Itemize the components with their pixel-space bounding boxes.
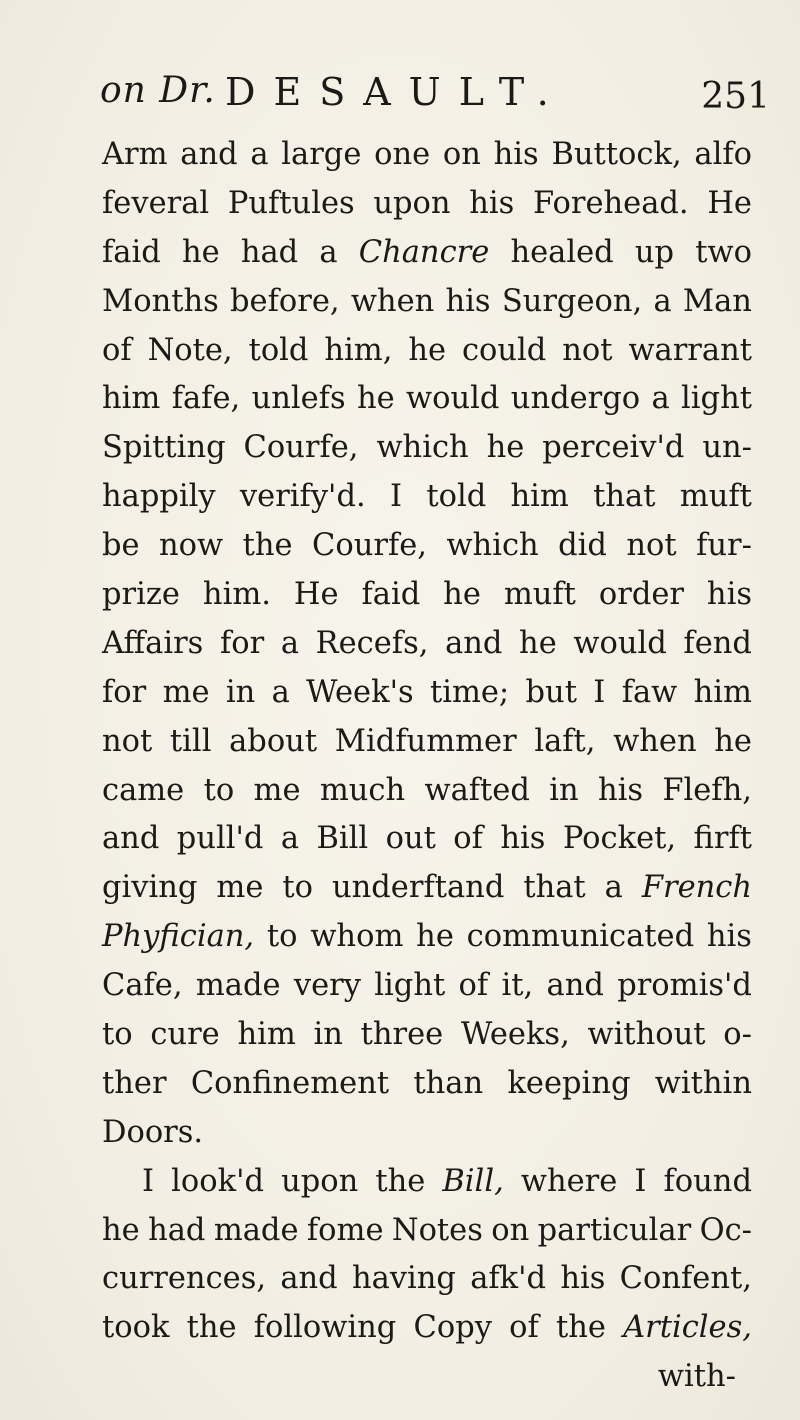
word: ther bbox=[102, 1065, 167, 1101]
word: a bbox=[604, 870, 623, 906]
text-line bbox=[102, 864, 752, 913]
word: his bbox=[500, 821, 546, 857]
word: and bbox=[280, 1261, 338, 1297]
text-line bbox=[102, 473, 752, 522]
header-title: DESAULT. bbox=[225, 70, 567, 114]
word: Doors. bbox=[102, 1114, 204, 1150]
word: told bbox=[248, 332, 309, 368]
text-line bbox=[102, 180, 752, 229]
word: he bbox=[416, 919, 454, 955]
word: Surgeon, bbox=[501, 283, 643, 319]
word: had bbox=[240, 234, 299, 270]
text-line bbox=[102, 669, 752, 718]
word: fafe, bbox=[171, 381, 241, 417]
word: his bbox=[706, 919, 752, 955]
text-line bbox=[102, 1353, 752, 1402]
text-line bbox=[102, 1255, 752, 1304]
word: and bbox=[102, 821, 160, 857]
word: me bbox=[253, 772, 301, 808]
word: he bbox=[519, 625, 557, 661]
word: found bbox=[663, 1163, 752, 1199]
word: fome bbox=[306, 1212, 384, 1248]
word: giving bbox=[102, 870, 198, 906]
word: a bbox=[280, 821, 300, 857]
word: the bbox=[555, 1310, 606, 1346]
word: Cafe, bbox=[102, 968, 183, 1004]
word: before, bbox=[230, 283, 340, 319]
body-text bbox=[102, 131, 752, 1402]
word: to bbox=[102, 1017, 133, 1053]
word: muft bbox=[679, 479, 752, 515]
word: the bbox=[186, 1310, 237, 1346]
word: Months bbox=[102, 283, 219, 319]
word: when bbox=[350, 283, 435, 319]
word: unlefs bbox=[251, 381, 346, 417]
word: Notes bbox=[391, 1212, 483, 1248]
word: of bbox=[102, 332, 132, 368]
text-line bbox=[102, 962, 752, 1011]
word: his bbox=[597, 772, 644, 808]
word: Forehead. bbox=[533, 185, 689, 221]
text-line bbox=[102, 1158, 752, 1207]
word: his bbox=[560, 1261, 606, 1297]
word: light bbox=[681, 381, 752, 417]
word: French bbox=[641, 870, 752, 906]
word: I bbox=[634, 1163, 647, 1199]
word: his bbox=[706, 577, 752, 613]
word: that bbox=[523, 870, 586, 906]
text-line bbox=[102, 522, 752, 571]
word: a bbox=[653, 283, 672, 319]
word: not bbox=[562, 332, 613, 368]
word: He bbox=[707, 185, 752, 221]
word: Articles, bbox=[623, 1310, 752, 1346]
word: up bbox=[634, 234, 675, 270]
text-line bbox=[102, 571, 752, 620]
word: which bbox=[446, 528, 539, 564]
word: to bbox=[282, 870, 314, 906]
word: and bbox=[546, 968, 604, 1004]
word: fend bbox=[683, 625, 752, 661]
word: wafted bbox=[424, 772, 530, 808]
word: light bbox=[374, 968, 446, 1004]
word: Week's bbox=[306, 674, 414, 710]
word: un- bbox=[702, 430, 752, 466]
word: that bbox=[593, 479, 656, 515]
word: him, bbox=[324, 332, 393, 368]
word: undergo bbox=[510, 381, 641, 417]
word: when bbox=[613, 723, 697, 759]
word: of bbox=[453, 821, 483, 857]
word: made bbox=[213, 1212, 299, 1248]
text-line bbox=[102, 229, 752, 278]
word: Pocket, bbox=[562, 821, 677, 857]
word: alfo bbox=[694, 137, 752, 172]
word: the bbox=[242, 528, 293, 564]
word: laft, bbox=[534, 723, 596, 759]
word: Note, bbox=[147, 332, 233, 368]
word: particular bbox=[537, 1212, 692, 1248]
word: Affairs bbox=[102, 625, 204, 661]
word: Midfummer bbox=[334, 723, 517, 759]
text-line bbox=[102, 913, 752, 962]
text-line bbox=[102, 1060, 752, 1109]
word: o- bbox=[723, 1017, 752, 1053]
word: warrant bbox=[628, 332, 752, 368]
word: his bbox=[469, 185, 515, 221]
word: prize bbox=[102, 577, 180, 613]
text-line bbox=[102, 718, 752, 767]
word: now bbox=[159, 528, 224, 564]
word: within bbox=[654, 1065, 752, 1101]
word: he bbox=[408, 332, 447, 368]
word: on bbox=[491, 1212, 530, 1248]
word: cure bbox=[150, 1017, 220, 1053]
word: would bbox=[406, 381, 500, 417]
word: verify'd. bbox=[239, 479, 366, 515]
word: underftand bbox=[332, 870, 505, 906]
word: and bbox=[445, 625, 503, 661]
text-line bbox=[102, 767, 752, 816]
page-number: 251 bbox=[701, 76, 770, 117]
word: Spitting bbox=[102, 430, 226, 466]
word: upon bbox=[373, 185, 451, 221]
word: than bbox=[413, 1065, 484, 1101]
word: a bbox=[250, 137, 269, 172]
word: on bbox=[442, 137, 481, 172]
word: happily bbox=[102, 479, 216, 515]
word: it, bbox=[501, 968, 534, 1004]
word: Buttock, bbox=[551, 137, 682, 172]
word: and bbox=[180, 137, 238, 172]
word: of bbox=[509, 1310, 539, 1346]
word: to bbox=[266, 919, 298, 955]
word: he bbox=[102, 1212, 140, 1248]
word: faw bbox=[621, 674, 678, 710]
word: Courfe, bbox=[243, 430, 359, 466]
word: Copy bbox=[413, 1310, 492, 1346]
word: him. bbox=[202, 577, 271, 613]
word: which bbox=[376, 430, 469, 466]
header-prefix: on Dr. bbox=[100, 70, 216, 111]
word: healed bbox=[510, 234, 614, 270]
text-line bbox=[102, 1207, 752, 1256]
word: one bbox=[374, 137, 431, 172]
word: be bbox=[102, 528, 140, 564]
word: Phyfician, bbox=[102, 919, 255, 955]
word: I bbox=[593, 674, 606, 710]
word: pull'd bbox=[176, 821, 264, 857]
word: him bbox=[510, 479, 569, 515]
word: look'd bbox=[171, 1163, 265, 1199]
word: not bbox=[626, 528, 677, 564]
word: not bbox=[102, 723, 153, 759]
text-line bbox=[102, 375, 752, 424]
word: he bbox=[714, 723, 752, 759]
word: Confinement bbox=[190, 1065, 390, 1101]
word: firft bbox=[693, 821, 752, 857]
word: his bbox=[445, 283, 491, 319]
word: Bill, bbox=[442, 1163, 504, 1199]
word: till bbox=[169, 723, 212, 759]
word: for bbox=[219, 625, 265, 661]
word: keeping bbox=[507, 1065, 631, 1101]
word: took bbox=[102, 1310, 170, 1346]
word: much bbox=[319, 772, 406, 808]
text-line bbox=[102, 278, 752, 327]
text-line bbox=[102, 424, 752, 473]
word: Confent, bbox=[619, 1261, 752, 1297]
word: he bbox=[443, 577, 481, 613]
word: for bbox=[102, 674, 147, 710]
word: time; bbox=[429, 674, 510, 710]
word: Bill bbox=[316, 821, 369, 857]
word: but bbox=[525, 674, 577, 710]
word: communicated bbox=[466, 919, 695, 955]
word: to bbox=[203, 772, 235, 808]
word: afk'd bbox=[470, 1261, 547, 1297]
word: where bbox=[520, 1163, 618, 1199]
word: he bbox=[486, 430, 525, 466]
word: Man bbox=[682, 283, 752, 319]
word: fur- bbox=[696, 528, 752, 564]
word: Puftules bbox=[227, 185, 355, 221]
word: told bbox=[426, 479, 487, 515]
word: feveral bbox=[102, 185, 210, 221]
word: a bbox=[319, 234, 338, 270]
word: two bbox=[695, 234, 752, 270]
word: me bbox=[162, 674, 210, 710]
word: order bbox=[598, 577, 684, 613]
word: of bbox=[458, 968, 489, 1004]
word: the bbox=[375, 1163, 426, 1199]
word: Weeks, bbox=[460, 1017, 570, 1053]
text-line bbox=[102, 327, 752, 376]
word: he bbox=[356, 381, 395, 417]
word: Recefs, bbox=[315, 625, 429, 661]
word: him bbox=[693, 674, 752, 710]
text-line bbox=[102, 620, 752, 669]
word: without bbox=[587, 1017, 706, 1053]
text-line bbox=[102, 815, 752, 864]
word: large bbox=[281, 137, 362, 172]
text-line bbox=[102, 1011, 752, 1060]
word: a bbox=[280, 625, 300, 661]
word: a bbox=[651, 381, 670, 417]
word: perceiv'd bbox=[542, 430, 685, 466]
word: came bbox=[102, 772, 185, 808]
word: in bbox=[549, 772, 579, 808]
word: He bbox=[293, 577, 339, 613]
word: faid bbox=[361, 577, 421, 613]
word: would bbox=[573, 625, 667, 661]
word: muft bbox=[503, 577, 576, 613]
word: had bbox=[148, 1212, 206, 1248]
word: I bbox=[389, 479, 403, 515]
word: him bbox=[102, 381, 161, 417]
text-line bbox=[102, 131, 752, 180]
word: he bbox=[181, 234, 220, 270]
word: a bbox=[271, 674, 290, 710]
word: in bbox=[225, 674, 256, 710]
word: Chancre bbox=[358, 234, 490, 270]
word: faid bbox=[102, 234, 161, 270]
word: his bbox=[493, 137, 539, 172]
word: three bbox=[360, 1017, 444, 1053]
word: having bbox=[351, 1261, 456, 1297]
word: out bbox=[385, 821, 436, 857]
word: Arm bbox=[102, 137, 168, 172]
text-line bbox=[102, 1109, 752, 1158]
word: I bbox=[142, 1163, 155, 1199]
word: currences, bbox=[102, 1261, 267, 1297]
word: promis'd bbox=[617, 968, 752, 1004]
word: Flefh, bbox=[662, 772, 752, 808]
word: did bbox=[558, 528, 607, 564]
word: about bbox=[229, 723, 318, 759]
word: with- bbox=[657, 1359, 736, 1395]
word: Oc- bbox=[699, 1212, 752, 1248]
word: Courfe, bbox=[312, 528, 427, 564]
word: me bbox=[216, 870, 264, 906]
running-header bbox=[100, 70, 770, 130]
word: whom bbox=[310, 919, 404, 955]
word: in bbox=[313, 1017, 343, 1053]
word: very bbox=[293, 968, 361, 1004]
word: could bbox=[461, 332, 547, 368]
word: made bbox=[195, 968, 281, 1004]
word: upon bbox=[281, 1163, 359, 1199]
text-line bbox=[102, 1304, 752, 1353]
word: him bbox=[237, 1017, 296, 1053]
word: following bbox=[253, 1310, 397, 1346]
